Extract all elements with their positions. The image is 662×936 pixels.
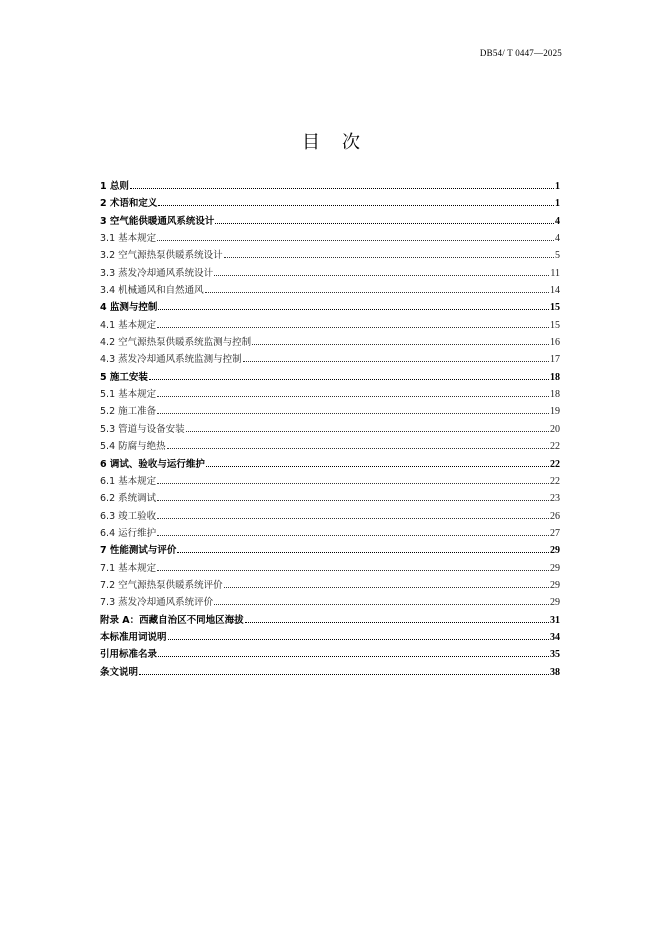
toc-entry-page-number: 19	[550, 406, 560, 418]
toc-dot-leader	[157, 569, 549, 571]
toc-entry-label: 4.1 基本规定	[100, 319, 157, 331]
toc-dot-leader	[157, 326, 549, 328]
toc-entry-label: 3 空气能供暖通风系统设计	[100, 215, 215, 227]
toc-entry-page-number: 11	[550, 267, 560, 279]
toc-entry-label: 2 术语和定义	[100, 198, 158, 210]
toc-entry[interactable]	[100, 490, 560, 507]
toc-entry[interactable]	[100, 646, 560, 663]
toc-entry-page-number: 5	[555, 250, 560, 262]
title-char-2: 次	[342, 132, 360, 153]
toc-entry-label: 5.4 防腐与绝热	[100, 441, 166, 453]
toc-dot-leader	[149, 378, 549, 380]
toc-entry-label: 6 调试、验收与运行维护	[100, 458, 205, 470]
toc-dot-leader	[158, 204, 554, 206]
toc-entry[interactable]	[100, 577, 560, 594]
toc-dot-leader	[157, 482, 549, 484]
toc-dot-leader	[157, 239, 554, 241]
page-title	[0, 128, 662, 154]
toc-dot-leader	[158, 308, 549, 310]
toc-dot-leader	[224, 256, 554, 258]
toc-entry-page-number: 1	[555, 198, 560, 210]
document-code-header: DB54/ T 0447—2025	[479, 48, 562, 58]
toc-entry[interactable]	[100, 508, 560, 525]
title-char-1: 目	[302, 132, 320, 153]
toc-entry-label: 本标准用词说明	[100, 631, 167, 643]
toc-dot-leader	[206, 465, 549, 467]
toc-entry-page-number: 29	[550, 579, 560, 591]
toc-entry[interactable]	[100, 299, 560, 316]
toc-entry-label: 7.1 基本规定	[100, 562, 157, 574]
toc-entry[interactable]	[100, 351, 560, 368]
toc-dot-leader	[157, 534, 549, 536]
toc-entry-page-number: 27	[550, 527, 560, 539]
toc-entry[interactable]	[100, 612, 560, 629]
toc-dot-leader	[157, 412, 549, 414]
toc-entry-page-number: 29	[550, 597, 560, 609]
toc-dot-leader	[224, 586, 549, 588]
toc-dot-leader	[139, 673, 549, 675]
toc-entry-label: 3.2 空气源热泵供暖系统设计	[100, 250, 223, 262]
toc-entry-label: 引用标准名录	[100, 649, 158, 661]
toc-dot-leader	[157, 499, 549, 501]
toc-entry[interactable]	[100, 317, 560, 334]
toc-entry-label: 4.2 空气源热泵供暖系统监测与控制	[100, 337, 252, 349]
toc-dot-leader	[214, 603, 549, 605]
toc-entry-label: 3.4 机械通风和自然通风	[100, 285, 204, 297]
toc-entry[interactable]	[100, 525, 560, 542]
toc-entry-page-number: 15	[550, 319, 560, 331]
toc-dot-leader	[177, 551, 549, 553]
toc-dot-leader	[157, 395, 549, 397]
toc-entry[interactable]	[100, 664, 560, 681]
toc-entry-page-number: 22	[550, 458, 560, 470]
toc-entry-page-number: 22	[550, 475, 560, 487]
toc-dot-leader	[243, 360, 549, 362]
toc-entry-page-number: 26	[550, 510, 560, 522]
toc-entry-page-number: 29	[550, 545, 560, 557]
toc-entry-label: 7.3 蒸发冷却通风系统评价	[100, 597, 214, 609]
toc-entry-label: 5 施工安装	[100, 371, 148, 383]
toc-entry-label: 5.2 施工准备	[100, 406, 157, 418]
toc-dot-leader	[186, 430, 549, 432]
toc-dot-leader	[157, 517, 549, 519]
toc-entry-label: 6.2 系统调试	[100, 493, 157, 505]
toc-entry-page-number: 14	[550, 285, 560, 297]
toc-dot-leader	[215, 222, 554, 224]
toc-entry-page-number: 22	[550, 441, 560, 453]
toc-entry[interactable]	[100, 456, 560, 473]
toc-entry-label: 6.3 竣工验收	[100, 510, 157, 522]
toc-entry[interactable]	[100, 560, 560, 577]
toc-entry-label: 4.3 蒸发冷却通风系统监测与控制	[100, 354, 242, 366]
toc-entry[interactable]	[100, 230, 560, 247]
toc-dot-leader	[205, 291, 549, 293]
toc-dot-leader	[214, 274, 549, 276]
toc-entry-label: 附录 A：西藏自治区不同地区海拔	[100, 614, 244, 626]
toc-entry[interactable]	[100, 282, 560, 299]
toc-entry[interactable]	[100, 265, 560, 282]
toc-dot-leader	[252, 343, 549, 345]
toc-entry[interactable]	[100, 594, 560, 611]
toc-entry[interactable]	[100, 403, 560, 420]
toc-dot-leader	[130, 187, 554, 189]
toc-entry-page-number: 18	[550, 371, 560, 383]
toc-entry[interactable]	[100, 178, 560, 195]
toc-entry-label: 7.2 空气源热泵供暖系统评价	[100, 579, 223, 591]
toc-entry[interactable]	[100, 629, 560, 646]
toc-entry-page-number: 15	[550, 302, 560, 314]
toc-entry-label: 5.3 管道与设备安装	[100, 423, 185, 435]
toc-entry[interactable]	[100, 247, 560, 264]
toc-entry[interactable]	[100, 369, 560, 386]
toc-entry[interactable]	[100, 334, 560, 351]
toc-entry[interactable]	[100, 386, 560, 403]
toc-entry-label: 3.3 蒸发冷却通风系统设计	[100, 267, 214, 279]
toc-entry-label: 6.1 基本规定	[100, 475, 157, 487]
toc-entry-label: 3.1 基本规定	[100, 233, 157, 245]
toc-entry-page-number: 4	[555, 233, 560, 245]
toc-entry-label: 7 性能测试与评价	[100, 545, 177, 557]
toc-entry[interactable]	[100, 473, 560, 490]
toc-entry[interactable]	[100, 421, 560, 438]
toc-entry-label: 6.4 运行维护	[100, 527, 157, 539]
toc-entry-page-number: 35	[550, 649, 560, 661]
toc-entry[interactable]	[100, 438, 560, 455]
toc-entry-page-number: 38	[550, 666, 560, 678]
toc-entry-page-number: 1	[555, 181, 560, 192]
table-of-contents	[100, 178, 560, 681]
toc-entry[interactable]	[100, 213, 560, 230]
toc-entry-page-number: 20	[550, 423, 560, 435]
toc-entry-page-number: 16	[550, 337, 560, 349]
toc-entry-label: 4 监测与控制	[100, 302, 158, 314]
toc-dot-leader	[158, 655, 549, 657]
toc-dot-leader	[167, 447, 549, 449]
toc-entry-label: 5.1 基本规定	[100, 389, 157, 401]
toc-entry-page-number: 29	[550, 562, 560, 574]
toc-entry[interactable]	[100, 195, 560, 212]
toc-entry-page-number: 18	[550, 389, 560, 401]
toc-dot-leader	[168, 638, 549, 640]
toc-entry-page-number: 23	[550, 493, 560, 505]
toc-entry-page-number: 31	[550, 614, 560, 626]
toc-entry-label: 1 总则	[100, 181, 129, 192]
toc-entry-page-number: 34	[550, 631, 560, 643]
toc-dot-leader	[245, 621, 549, 623]
toc-entry-page-number: 17	[550, 354, 560, 366]
toc-entry-page-number: 4	[555, 215, 560, 227]
toc-entry[interactable]	[100, 542, 560, 559]
toc-entry-label: 条文说明	[100, 666, 139, 678]
